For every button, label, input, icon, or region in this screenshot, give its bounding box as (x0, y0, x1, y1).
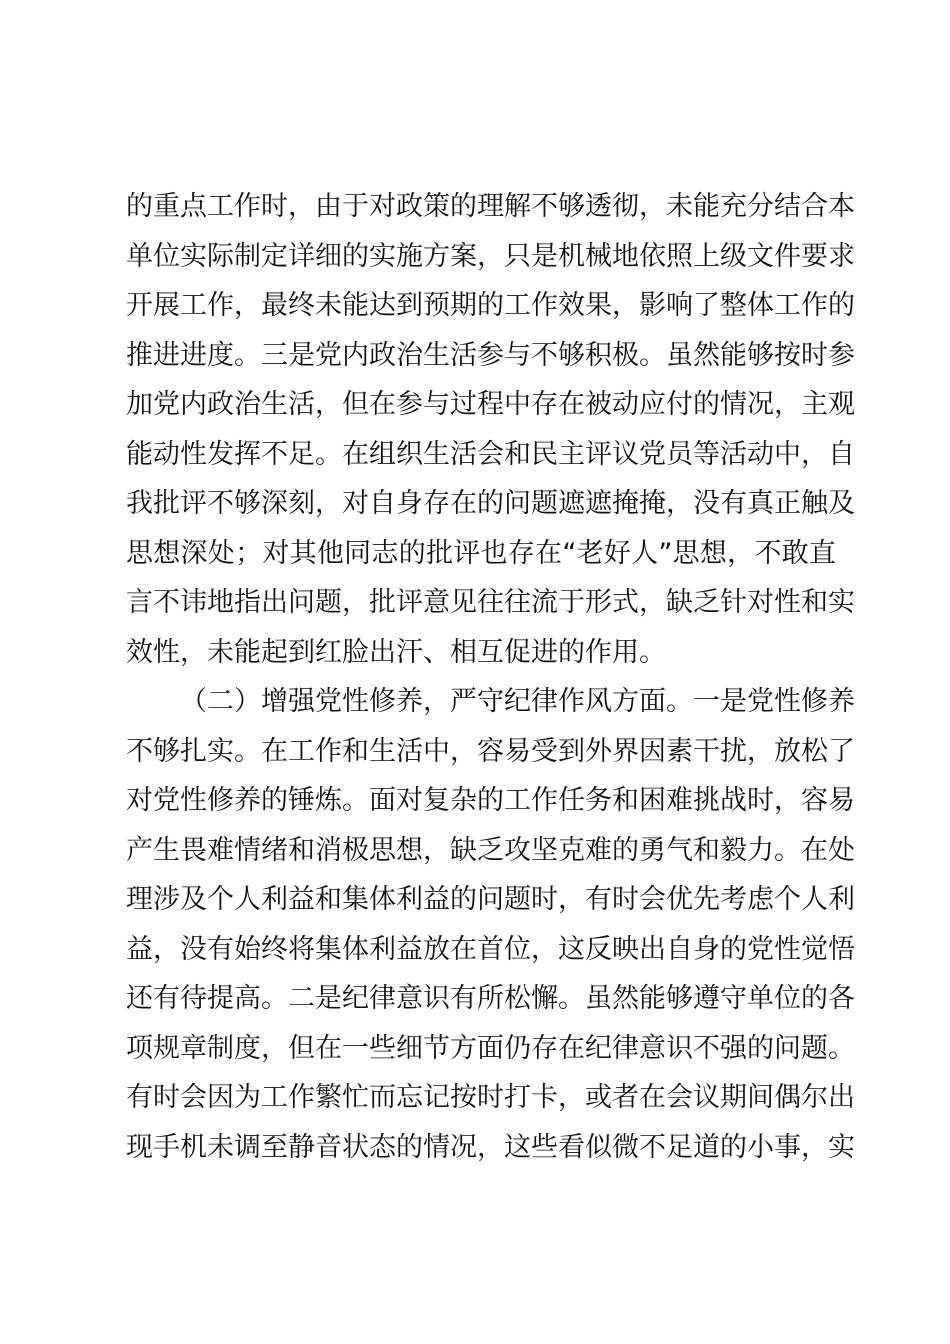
text-line: 能动性发挥不足。在组织生活会和民主评议党员等活动中，自 (126, 438, 855, 470)
text-line: 有时会因为工作繁忙而忘记按时打卡，或者在会议期间偶尔出 (126, 1082, 855, 1113)
text-line: 项规章制度，但在一些细节方面仍存在纪律意识不强的问题。 (126, 1032, 855, 1064)
text-line: 理涉及个人利益和集体利益的问题时，有时会优先考虑个人利 (126, 884, 855, 915)
text-line: 言不讳地指出问题，批评意见往往流于形式，缺乏针对性和实 (126, 587, 855, 618)
section-heading-line: （二）增强党性修养，严守纪律作风方面。一是党性修养 (180, 686, 855, 717)
text-line: 益，没有始终将集体利益放在首位，这反映出自身的党性觉悟 (126, 933, 855, 965)
text-line: 单位实际制定详细的实施方案，只是机械地依照上级文件要求 (126, 240, 855, 272)
text-line: 的重点工作时，由于对政策的理解不够透彻，未能充分结合本 (126, 191, 855, 222)
text-line: 现手机未调至静音状态的情况，这些看似微不足道的小事，实 (126, 1131, 855, 1163)
text-line: 我批评不够深刻，对自身存在的问题遮遮掩掩，没有真正触及 (126, 488, 855, 519)
text-line: 产生畏难情绪和消极思想，缺乏攻坚克难的勇气和毅力。在处 (126, 834, 855, 866)
text-line: 对党性修养的锤炼。面对复杂的工作任务和困难挑战时，容易 (126, 785, 855, 816)
paragraph-end-line: 效性，未能起到红脸出汗、相互促进的作用。 (126, 636, 666, 668)
text-line: 开展工作，最终未能达到预期的工作效果，影响了整体工作的 (126, 290, 855, 321)
text-line: 还有待提高。二是纪律意识有所松懈。虽然能够遵守单位的各 (126, 983, 855, 1014)
text-line: 思想深处；对其他同志的批评也存在“老好人”思想，不敢直 (126, 537, 836, 569)
text-line: 加党内政治生活，但在参与过程中存在被动应付的情况，主观 (126, 389, 855, 420)
text-line: 不够扎实。在工作和生活中，容易受到外界因素干扰，放松了 (126, 735, 855, 767)
body-text (126, 182, 855, 1172)
text-line: 推进进度。三是党内政治生活参与不够积极。虽然能够按时参 (126, 339, 855, 371)
